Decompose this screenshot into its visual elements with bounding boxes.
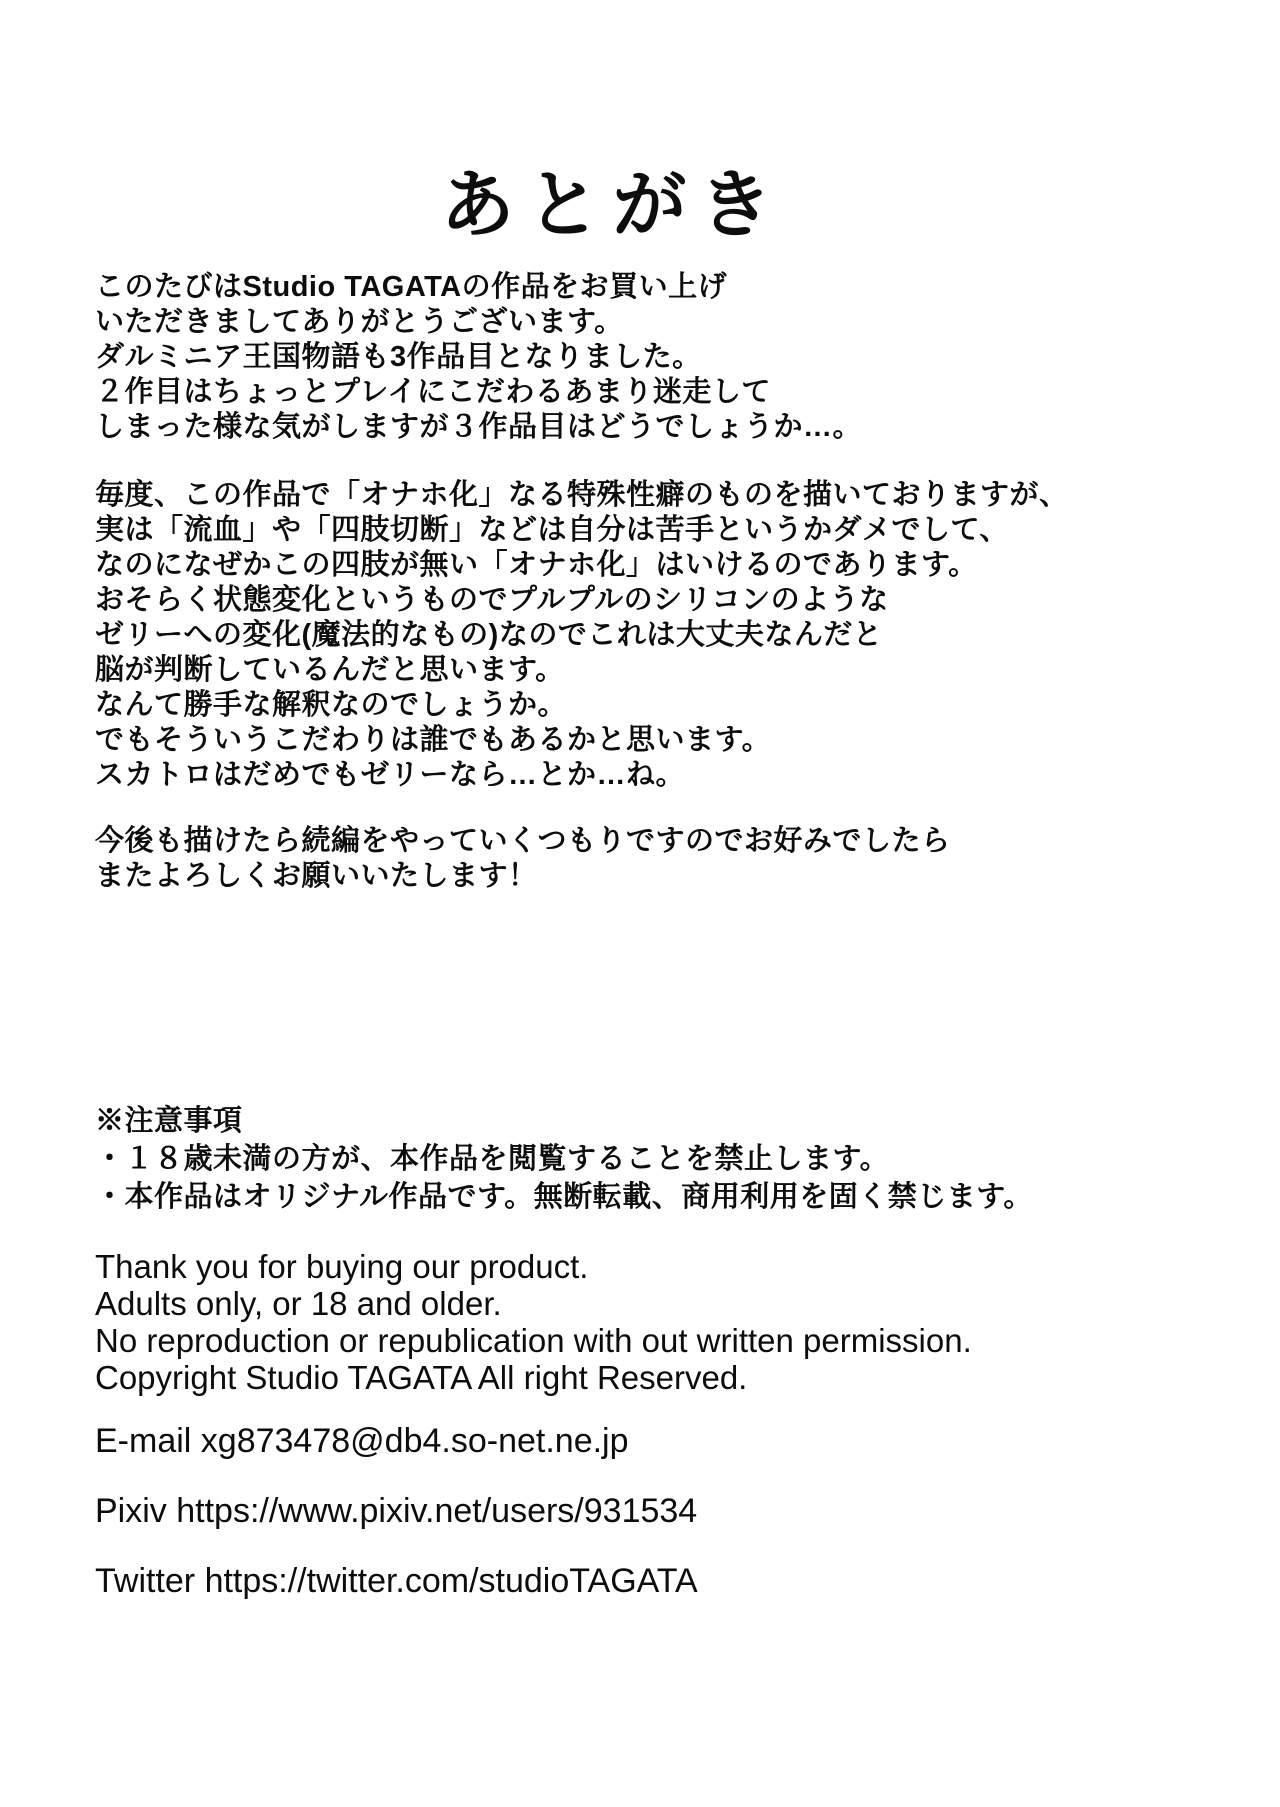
text-line: ・１８歳未満の方が、本作品を閲覧することを禁止します。 (95, 1143, 890, 1175)
text-line: おそらく状態変化というものでプルプルのシリコンのような (95, 584, 889, 616)
text-line: ダルミニア王国物語も3作品目となりました。 (95, 341, 702, 373)
text-line: しまった様な気がしますが３作品目はどうでしょうか…。 (95, 411, 863, 443)
contact-links-section (95, 1424, 698, 1634)
text-line: Pixiv https://www.pixiv.net/users/931534 (95, 1492, 698, 1530)
paragraph-fetish-explanation (95, 478, 1069, 793)
text-line: ※注意事項 (95, 1105, 243, 1137)
text-line: またよろしくお願いいたします！ (95, 860, 538, 892)
text-line: E-mail xg873478@db4.so-net.ne.jp (95, 1422, 629, 1460)
text-line: なのになぜかこの四肢が無い「オナホ化」はいけるのであります。 (95, 549, 978, 581)
text-line: ２作目はちょっとプレイにこだわるあまり迷走して (95, 376, 771, 408)
text-line: 脳が判断しているんだと思います。 (95, 654, 565, 686)
text-line: 今後も描けたら続編をやっていくつもりですのでお好みでしたら (95, 825, 951, 857)
text-line: なんて勝手な解釈なのでしょうか。 (95, 689, 568, 721)
text-line: でもそういうこだわりは誰でもあるかと思います。 (95, 724, 772, 756)
paragraph-thanks (95, 270, 862, 445)
text-line: 実は「流血」や「四肢切断」などは自分は苦手というかダメでして、 (95, 514, 1009, 546)
notice-section (95, 1102, 1033, 1216)
english-notice-section (95, 1248, 972, 1396)
text-line: ゼリーへの変化(魔法的なもの)なのでこれは大丈夫なんだと (95, 619, 883, 651)
text-line: いただきましてありがとうございます。 (95, 306, 624, 338)
text-line: No reproduction or republication with out written permission. (95, 1322, 972, 1359)
paragraph-future-works (95, 824, 951, 894)
text-line: Twitter https://twitter.com/studioTAGATA (95, 1562, 698, 1600)
text-line: 毎度、この作品で「オナホ化」なる特殊性癖のものを描いておりますが、 (95, 479, 1069, 511)
text-line: ・本作品はオリジナル作品です。無断転載、商用利用を固く禁じます。 (95, 1181, 1033, 1213)
page-title: あとがき (440, 161, 785, 248)
text-line: このたびはStudio TAGATAの作品をお買い上げ (95, 271, 728, 303)
text-line: Adults only, or 18 and older. (95, 1285, 502, 1322)
text-line: スカトロはだめでもゼリーなら…とか…ね。 (95, 759, 686, 791)
text-line: Copyright Studio TAGATA All right Reserved. (95, 1359, 748, 1396)
text-line: Thank you for buying our product. (95, 1248, 589, 1285)
